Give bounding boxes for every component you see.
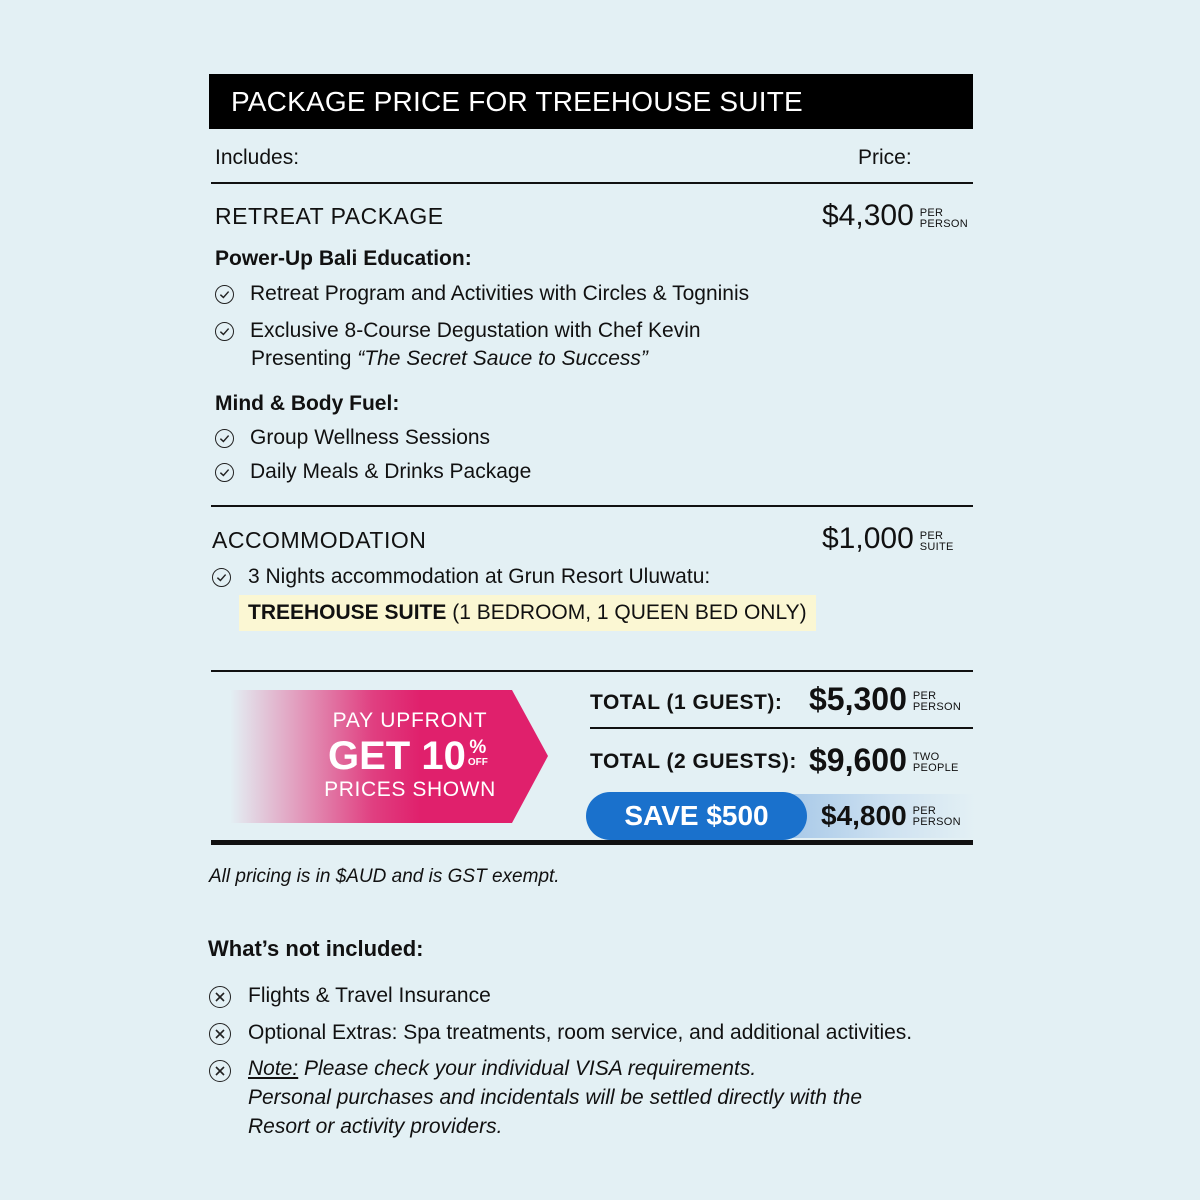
note-line-1: Please check your individual VISA requirements. — [298, 1057, 757, 1080]
retreat-price-amount: $4,300 — [822, 199, 914, 232]
note-text — [248, 1054, 862, 1141]
retreat-package-title: RETREAT PACKAGE — [215, 203, 444, 229]
promo-line-2: GET 10 — [328, 734, 466, 778]
total-two-amount: $9,600 — [809, 742, 907, 778]
total-one-amount: $5,300 — [809, 681, 907, 717]
presenting-title: “The Secret Sauce to Success” — [357, 347, 648, 370]
list-item — [209, 1021, 912, 1045]
price-header: Price: — [858, 146, 912, 169]
list-item-label: 3 Nights accommodation at Grun Resort Uluwatu: — [248, 565, 711, 588]
list-item — [215, 319, 701, 343]
list-item — [215, 426, 490, 450]
presenting-prefix: Presenting — [251, 347, 352, 370]
accommodation-price-unit: PER SUITE — [919, 530, 954, 553]
total-two-guests-label: TOTAL (2 GUESTS): — [590, 750, 797, 773]
list-item-label: Retreat Program and Activities with Circles & Togninis — [250, 282, 750, 305]
promo-line-1: PAY UPFRONT — [332, 709, 488, 732]
total-one-guest-price — [809, 683, 961, 715]
list-item-label: Exclusive 8-Course Degustation with Chef Kevin — [250, 319, 701, 342]
note-label: Note: — [248, 1057, 299, 1080]
list-item-label: Daily Meals & Drinks Package — [250, 460, 532, 483]
suite-detail: (1 BEDROOM, 1 QUEEN BED ONLY) — [452, 601, 807, 624]
not-included-title: What’s not included: — [208, 936, 424, 961]
accommodation-title: ACCOMMODATION — [212, 527, 427, 553]
list-item — [212, 565, 710, 589]
education-subtitle: Power-Up Bali Education: — [215, 247, 472, 270]
includes-header: Includes: — [215, 146, 300, 169]
fuel-subtitle: Mind & Body Fuel: — [215, 392, 400, 415]
total-two-guests-price — [809, 744, 959, 776]
header-divider — [211, 182, 973, 184]
note-line-3: Resort or activity providers. — [248, 1115, 503, 1138]
accommodation-price-amount: $1,000 — [822, 522, 914, 555]
pricing-footnote: All pricing is in $AUD and is GST exempt. — [209, 866, 560, 887]
page-title: PACKAGE PRICE FOR TREEHOUSE SUITE — [209, 74, 973, 129]
save-badge: SAVE $500 — [586, 792, 807, 840]
note-line-2: Personal purchases and incidentals will be settled directly with the — [248, 1086, 862, 1109]
totals-divider — [211, 670, 973, 672]
total-one-guest-label: TOTAL (1 GUEST): — [590, 691, 783, 714]
totals-bottom-rule — [211, 840, 973, 845]
save-price — [821, 800, 961, 832]
total-two-unit: TWO PEOPLE — [912, 751, 959, 774]
check-circle-icon — [215, 322, 234, 341]
promo-percent-off: % OFF — [467, 737, 488, 768]
total-one-unit: PER PERSON — [912, 690, 962, 713]
suite-name: TREEHOUSE SUITE — [248, 601, 447, 624]
promo-line-3: PRICES SHOWN — [324, 778, 496, 801]
totals-inner-divider — [590, 727, 973, 729]
list-item-label: Flights & Travel Insurance — [248, 984, 491, 1007]
section-divider — [211, 505, 973, 507]
suite-highlight — [239, 595, 816, 631]
retreat-package-price — [822, 200, 968, 232]
list-item — [215, 460, 531, 484]
retreat-price-unit: PER PERSON — [919, 207, 969, 230]
note-item — [209, 1058, 862, 1141]
list-item-label: Group Wellness Sessions — [250, 426, 491, 449]
save-price-unit: PER PERSON — [912, 805, 961, 828]
list-item — [215, 282, 749, 306]
check-circle-icon — [212, 568, 231, 587]
x-circle-icon — [209, 986, 231, 1008]
check-circle-icon — [215, 463, 234, 482]
save-price-amount: $4,800 — [821, 800, 907, 831]
accommodation-price — [822, 523, 954, 555]
check-circle-icon — [215, 429, 234, 448]
x-circle-icon — [209, 1060, 231, 1082]
list-item — [209, 984, 491, 1008]
list-item-label: Optional Extras: Spa treatments, room service, and additional activities. — [248, 1021, 913, 1044]
presenting-line — [251, 347, 648, 371]
promo-discount — [328, 734, 488, 778]
x-circle-icon — [209, 1023, 231, 1045]
check-circle-icon — [215, 285, 234, 304]
